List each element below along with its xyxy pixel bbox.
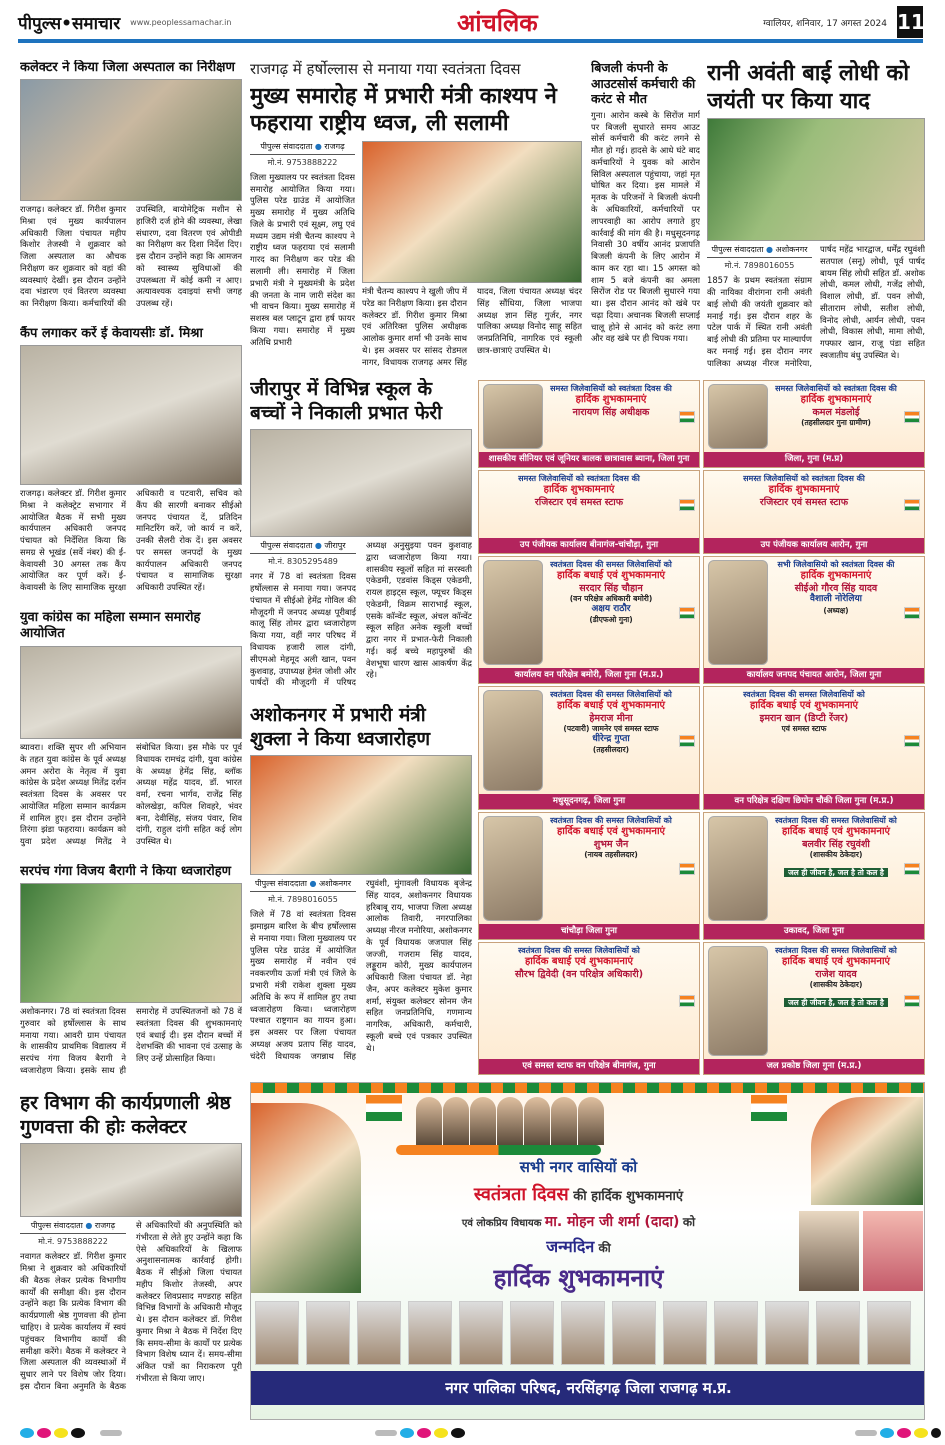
story-rani-avanti-bai — [707, 60, 925, 374]
ad-highlight: स्वतंत्रता दिवस — [473, 1183, 569, 1205]
byline-place: अशोकनगर — [775, 245, 808, 254]
photo-flag-hoisting-ashoknagar — [250, 755, 472, 876]
photo-councillor — [459, 1301, 503, 1365]
greeting-ad — [703, 556, 925, 684]
leader-photo — [443, 1097, 469, 1145]
byline-place: अशोकनगर — [319, 879, 351, 888]
ad-role: एवं समस्त स्टाफ — [781, 724, 827, 734]
ad-line-4 — [546, 1238, 611, 1256]
website-url[interactable]: www.peoplessamachar.in — [130, 17, 232, 27]
ad-greeting: हार्दिक शुभकामनाएं — [800, 394, 872, 405]
byline-mobile: मो.नं. 7898016055 — [268, 895, 338, 905]
photo-hospital-inspection — [20, 79, 242, 201]
ad-footer: जल प्रकोष्ठ जिला गुना (म.प्र.) — [704, 1059, 924, 1074]
tricolor-map-icon — [904, 499, 920, 511]
story-headline: सरपंच गंगा विजय बैरागी ने किया ध्वजारोहण — [20, 864, 232, 879]
registration-mark-grey — [375, 1430, 397, 1436]
byline-reporter: पीपुल्स संवाददाता — [30, 1221, 83, 1230]
greeting-ad — [703, 380, 925, 468]
story-headline: कैंप लगाकर करें ई केवायसीः डॉ. मिश्रा — [20, 326, 203, 341]
greeting-ad — [703, 686, 925, 810]
story-body-text: जिला मुख्यालय पर स्वतंत्रता दिवस समारोह आयोजित किया गया। पुलिस परेड ग्राउंड में आयोजित मुख्य समारोह में मुख्य अतिथि जिले के प्रभारी एवं सूक्ष्म, लघु एवं मध्यम उद्यम मंत्री चैतन्य काश्यप ने राष्ट्रीय ध्वज फहराया एवं सलामी गारद का निरीक्षण कर परेड की सलामी ली। समारोह में जिला प्रभारी मंत्री ने मुख्यमंत्री के प्रदेश की जनता के नाम जारी संदेश का भी वाचन किया। मुख्य समारोह में सशस्त्र बल प्लाटून द्वारा हर्ष फायर किया गया। समारोह में मुख्य अतिथि प्रभारी — [250, 171, 355, 347]
story-headline: हर विभाग की कार्यप्रणाली श्रेष्ठ गुणवत्ता की होः कलेक्टर — [20, 1092, 231, 1138]
photo-independence-ceremony — [362, 141, 582, 284]
greeting-ad — [478, 812, 700, 940]
ad-greeting: हार्दिक बधाई एवं शुभकामनाएं — [556, 826, 666, 837]
ad-name: कमल मंडलोई — [812, 406, 860, 418]
ad-top-line: स्वतंत्रता दिवस की समस्त जिलेवासियों को — [775, 946, 897, 955]
ad-portrait-photo — [708, 946, 768, 1056]
ad-greeting: हार्दिक शुभकामनाएं — [800, 570, 872, 581]
ad-top-line: समस्त जिलेवासियों को स्वतंत्रता दिवस की — [518, 474, 640, 483]
ad-mla-name: मा. मोहन जी शर्मा (दादा) — [544, 1213, 680, 1230]
story-womens-honour — [20, 610, 242, 860]
ad-text-block — [483, 474, 675, 535]
greeting-ad — [703, 812, 925, 940]
ad-name-secondary: अक्षय राठौर — [591, 603, 631, 614]
ad-text-block — [772, 560, 900, 665]
ad-footer: कार्यालय जनपद पंचायत आरोन, जिला गुना — [704, 668, 924, 683]
registration-mark-black — [931, 1428, 941, 1438]
registration-mark-grey — [855, 1430, 877, 1436]
ad-top-line: स्वतंत्रता दिवस की समस्त जिलेवासियों को — [550, 560, 672, 569]
ad-text-block — [772, 816, 900, 921]
registration-mark-magenta — [417, 1428, 431, 1438]
ad-text-block — [547, 560, 675, 665]
masthead-divider — [18, 39, 923, 43]
ad-role: (नायब तहसीलदार) — [584, 850, 638, 860]
ad-text-block — [547, 816, 675, 921]
left-column — [20, 60, 242, 1422]
tricolor-map-icon — [904, 995, 920, 1007]
leader-photo — [524, 1097, 550, 1145]
masthead — [18, 6, 923, 38]
photo-councillor — [561, 1301, 605, 1365]
story-kicker: राजगढ़ में हर्षोल्लास से मनाया गया स्वतंत्रता दिवस — [250, 60, 521, 78]
ad-content — [704, 813, 924, 924]
story-byline: पीपुल्स संवाददाता ● अशोकनगर — [707, 244, 812, 258]
ad-name-secondary: वैशाली नोरेलिया — [809, 594, 862, 605]
story-ashoknagar — [250, 704, 472, 1078]
ad-top-line: समस्त जिलेवासियों को स्वतंत्रता दिवस की — [743, 474, 865, 483]
ad-line-2 — [474, 1185, 683, 1206]
photo-flag-hoisting-school — [20, 883, 242, 1003]
ad-name: सीईओ गौरव सिंह यादव — [794, 582, 878, 594]
ad-text-block — [708, 690, 900, 791]
story-headline: मुख्य समारोह में प्रभारी मंत्री काश्यप ने फहराया राष्ट्रीय ध्वज, ली सलामी — [250, 83, 557, 136]
ad-greeting: हार्दिक शुभकामनाएं — [543, 484, 615, 495]
story-rajgarh — [250, 60, 582, 374]
flag-icon — [366, 1095, 402, 1121]
story-headline: जीरापुर में विभिन्न स्कूल के बच्चों ने निकाली प्रभात फेरी — [250, 378, 443, 424]
ad-portrait-photo — [483, 384, 543, 449]
ad-content — [479, 557, 699, 668]
photo-prabhat-pheri — [250, 429, 472, 538]
photo-councillor — [714, 1301, 758, 1365]
story-hospital-inspection — [20, 60, 242, 322]
ad-footer: उप पंजीयक कार्यालय आरोन, गुना — [704, 538, 924, 553]
byline-place: राजगढ़ — [94, 1221, 116, 1230]
registration-mark-yellow — [914, 1428, 928, 1438]
photo-councillor — [863, 1211, 923, 1291]
tricolor-map-icon — [904, 863, 920, 875]
registration-mark-black — [451, 1428, 465, 1438]
ad-top-line: समस्त जिलेवासियों को स्वतंत्रता दिवस की — [775, 384, 897, 393]
ad-content — [479, 687, 699, 794]
photo-councillor — [867, 1301, 911, 1365]
ad-greeting: हार्दिक शुभकामनाएं — [575, 394, 647, 405]
photo-councillor — [816, 1301, 860, 1365]
story-headline: कलेक्टर ने किया जिला अस्पताल का निरीक्षण — [20, 60, 235, 75]
tricolor-map-icon — [679, 607, 695, 619]
ad-greeting: हार्दिक बधाई एवं शुभकामनाएं — [749, 700, 859, 711]
ad-footer: एवं समस्त स्टाफ वन परिक्षेत्र बीनागंज, गुना — [479, 1059, 699, 1074]
tricolor-map-icon — [679, 863, 695, 875]
story-byline: पीपुल्स संवाददाता ● राजगढ़ — [20, 1220, 126, 1234]
ad-text-block — [772, 946, 900, 1056]
story-body-text: नवागत कलेक्टर डॉ. गिरीश कुमार मिश्रा ने शुक्रवार को अधिकारियों की बैठक लेकर प्रत्येक विभागीय कार्यों की समीक्षा की। इस दौरान उन्होंने कहा कि प्रत्येक विभाग की कार्यप्रणाली श्रेष्ठ गुणवत्ता की होना चाहिए। वे प्रत्येक कार्यालय में स्वयं पहुंचकर विभागीय कार्यों की समीक्षा करेंगे। बैठक में कलेक्टर ने जिला अस्पताल की व्यवस्थाओं में सुधार लाने पर विशेष जोर दिया। इस दौरान बिना अनुमति के बैठक से अधिकारियों की अनुपस्थिति को गंभीरता से लेते हुए उन्होंने कहा कि ऐसे अधिकारियों के खिलाफ अनुशासनात्मक कार्रवाई होगी। बैठक में सीईओ जिला पंचायत महीप किशोर तेजस्वी, अपर कलेक्टर शिवप्रसाद मण्डराह सहित विभिन्न विभागों के अधिकारी मौजूद थे। इस दौरान कलेक्टर डॉ. गिरीश कुमार मिश्रा ने बैठक में निर्देश दिए कि समय-सीमा के कार्यों पर प्रत्येक विभाग विशेष ध्यान दें। समय-सीमा अंकित पत्रों का निराकरण पूरी गंभीरता से किया जाए। — [20, 1220, 242, 1391]
registration-mark-yellow — [434, 1428, 448, 1438]
ad-footer: नगर पालिका परिषद, नरसिंहगढ़ जिला राजगढ़ म.प्र. — [251, 1371, 925, 1405]
byline-mobile: मो.नं. 8305295489 — [268, 557, 338, 567]
byline-reporter: पीपुल्स संवाददाता — [711, 245, 764, 254]
ad-footer: शासकीय सीनियर एवं जूनियर बालक छात्रावास ब्याना, जिला गुना — [479, 452, 699, 467]
ad-role-secondary: (डीएफओ गुना) — [589, 615, 633, 624]
story-jirapur — [250, 378, 472, 700]
photo-councillor — [510, 1301, 554, 1365]
story-body-text: नगर में 78 वां स्वतंत्रता दिवस हर्षोल्लास से मनाया गया। जनपद पंचायत में सीईओ हेमेंद्र गोविल की मौजूदगी में जनपद अध्यक्ष पूरीबाई कालू सिंह तोमर द्वारा ध्वजारोहण किया गया, वहीं नगर परिषद में विधायक हजारी लाल दांगी, सीएमओ मेहमूद अली खान, पवन कुशवाह, उपाध्यक्ष हेमंत जोशी और पार्षदों की मौजूदगी में परिषद अध्यक्ष अनुसुइया पवन कुशवाह द्वारा ध्वजारोहण किया गया। शासकीय स्कूलों सहित मां सरस्वती एकेडमी, एडवांस किड्स एकेडमी, रायल हाइट्स स्कूल, फ्यूचर किड्स एकेडमी, विक्रम साराभाई स्कूल, एसके कॉन्वेंट स्कूल, अंचल कॉन्वेंट स्कूल सहित अनेक स्कूली बच्चों द्वारा नगर में प्रभात-फेरी निकाली गई। कई बच्चे महापुरुषों की वेशभूषा धारण खास आकर्षण केंद्र रहे। — [250, 540, 472, 688]
ad-name: नारायण सिंह अधीक्षक — [572, 406, 650, 418]
story-body: राजगढ़। कलेक्टर डॉ. गिरीश कुमार मिश्रा ने कलेक्ट्रेट सभागार में आयोजित बैठक में सभी मुख्य कार्यपालन अधिकारी जनपद पंचायत को निर्देशित किया कि समग्र से भूखंड (सर्वे नंबर) की ई-केवायसी 30 अगस्त तक कैंप आयोजित कर पूर्ण करें। ई-केवायसी के लिए सामाजिक सुरक्षा अधिकारी व पटवारी, सचिव को कैंप की सारणी बनाकर सीईओ जनपद पंचायत दें, प्रतिदिन मानिटरिंग करें, जो कार्य न करें, उनकी सैलरी रोक दें। इस अवसर पर समस्त जनपदों के मुख्य कार्यपालन अधिकारी जनपद पंचायत व सामाजिक सुरक्षा अधिकारी उपस्थित रहें। — [20, 488, 242, 593]
byline-place: जीरापुर — [324, 541, 346, 550]
ad-footer: उकावद, जिला गुना — [704, 924, 924, 939]
ad-name: बलवीर सिंह रघुवंशी — [802, 838, 870, 850]
ad-content — [704, 943, 924, 1059]
byline-mobile: मो.नं. 7898016055 — [724, 261, 795, 271]
registration-mark-cyan — [880, 1428, 894, 1438]
story-photo-block — [362, 141, 582, 375]
leader-photo — [470, 1097, 496, 1145]
ad-greeting: हार्दिक बधाई एवं शुभकामनाएं — [556, 700, 666, 711]
ad-name: सौरभ द्विवेदी (वन परिक्षेत्र अधिकारी) — [514, 968, 644, 980]
registration-mark-magenta — [37, 1428, 51, 1438]
byline-reporter: पीपुल्स संवाददाता — [260, 141, 313, 151]
story-sarpanch-flag — [20, 864, 242, 1086]
greeting-ad — [703, 942, 925, 1075]
ad-name: रजिस्टार एवं समस्त स्टाफ — [759, 496, 849, 508]
leader-photo — [578, 1097, 604, 1145]
ad-text: को — [682, 1214, 696, 1229]
story-body: गुना। आरोन कस्बे के सिरोंज मार्ग पर बिजली सुधारते समय आउट सोर्स कर्मचारी की करंट लगने से मौत हो गई। हादसे के आधे घंटे बाद कर्मचारियों ने युवक को आरोन सिविल अस्पताल पहुंचाया, जहां मृत घोषित कर दिया। इस मामले में मृतक के परिजनों ने बिजली कंपनी के अधिकारियों, कर्मचारियों पर लापरवाही का आरोप लगाते हुए कार्रवाई की मांग की है। मधुसूदनगढ़ निवासी 30 वर्षीय आनंद प्रजापति बिजली कंपनी के लिए आरोन में काम कर रहा था। 15 अगस्त को शाम 5 बजे कंपनी का अमला सिरोंज रोड पर बिजली सुधारने गया था। इस दौरान आनंद को खंबे पर चढ़ा दिया। अचानक बिजली सप्लाई चालू होने से आनंद को करंट लगा और वह खंबे पर ही चिपक गया। — [591, 109, 700, 344]
ad-highlight: जन्मदिन — [546, 1237, 595, 1257]
photo-leader-portrait — [811, 1097, 923, 1205]
ad-portrait-photo — [708, 384, 768, 449]
story-body — [250, 878, 472, 1078]
ad-content — [479, 381, 699, 452]
ad-greeting: हार्दिक बधाई एवं शुभकामनाएं — [781, 956, 891, 967]
ad-content — [479, 943, 699, 1059]
leader-photo — [416, 1097, 442, 1145]
ad-content — [704, 381, 924, 452]
ad-text-block — [483, 946, 675, 1056]
ad-footer: वन परिक्षेत्र दक्षिण छिपोन चौकी जिला गुना (म.प्र.) — [704, 794, 924, 809]
tricolor-map-icon — [679, 499, 695, 511]
ad-footer: उप पंजीयक कार्यालय बीनागंज-चांचौड़ा, गुना — [479, 538, 699, 553]
ad-text: की — [598, 1241, 611, 1256]
ad-text: एवं लोकप्रिय विधायक — [461, 1217, 542, 1229]
ad-content — [479, 813, 699, 924]
byline-place: राजगढ़ — [324, 141, 345, 151]
ad-role-secondary: (अध्यक्ष) — [823, 605, 849, 615]
photo-councillor — [663, 1301, 707, 1365]
ad-content — [704, 557, 924, 668]
ad-greeting: हार्दिक बधाई एवं शुभकामनाएं — [556, 570, 666, 581]
ad-line: सभी नगर वासियों को — [519, 1158, 638, 1176]
ad-name: शुभम जैन — [593, 838, 629, 850]
tricolor-map-icon — [904, 735, 920, 747]
story-body: अशोकनगर। 78 वां स्वतंत्रता दिवस गुरुवार को हर्षोल्लास के साथ मनाया गया। आवरी ग्राम पंचायत के शासकीय प्राथमिक विद्यालय में सरपंच गंगा विजय बैरागी ने ध्वजारोहण किया। इसके साथ ही समारोह में उपस्थितजनों को 78 वें स्वतंत्रता दिवस की शुभकामनाएं एवं बधाई दी। इस दौरान बच्चों में देशभक्ति की भावना एवं उत्साह के लिए उन्हें प्रोत्साहित किया। — [20, 1006, 242, 1075]
ad-top-line: स्वतंत्रता दिवस की समस्त जिलेवासियों को — [775, 816, 897, 825]
ad-slogan: जल ही जीवन है, जल है तो कल है — [784, 998, 888, 1007]
ad-name: रजिस्टार एवं समस्त स्टाफ — [534, 496, 624, 508]
photo-councillor — [408, 1301, 452, 1365]
greeting-ad — [478, 942, 700, 1075]
story-body — [20, 1220, 242, 1420]
ad-line: हार्दिक शुभकामनाएं — [493, 1264, 664, 1293]
story-ekyc-camp — [20, 326, 242, 606]
byline-mobile: मो.नं. 9753888222 — [38, 1237, 108, 1247]
story-headline: युवा कांग्रेस का महिला सम्मान समारोह आयोजित — [20, 610, 201, 642]
greeting-ad — [478, 556, 700, 684]
leader-photo — [551, 1097, 577, 1145]
story-byline: पीपुल्स संवाददाता ● जीरापुर — [250, 540, 356, 554]
ad-content — [704, 471, 924, 538]
photo-councillor — [357, 1301, 401, 1365]
page-number: 11 — [897, 6, 923, 38]
tricolor-map-icon — [904, 607, 920, 619]
greeting-ad — [478, 686, 700, 810]
photo-councillor — [799, 1211, 859, 1291]
story-body: मंत्री चैतन्य काश्यप ने खुली जीप में परेड का निरीक्षण किया। इस दौरान कलेक्टर डॉ. गिरीश कुमार मिश्रा एवं अतिरिक्त पुलिस अधीक्षक आलोक कुमार शर्मा भी उनके साथ थे। इस अवसर पर सांसद रोडमल नागर, विधायक राजगढ़ अमर सिंह यादव, जिला पंचायत अध्यक्ष चंदर सिंह सौंधिया, जिला भाजपा अध्यक्ष ज्ञान सिंह गुर्जर, नगर पालिका अध्यक्ष विनोद साहू सहित जनप्रतिनिधि, नागरिक एवं स्कूली छात्र-छात्राएं उपस्थित थे। — [362, 286, 582, 367]
story-body-text: 1857 के प्रथम स्वतंत्रता संग्राम की नायिका वीरांगना रानी अवंती बाई लोधी की जयंती शुक्रवार को मनाई गई। इस दौरान शहर के पटेल पार्क में स्थित रानी अवंती बाई लोधी की प्रतिमा पर माल्यार्पण कर मनाई गई। इस दौरान नगर पालिका अध्यक्ष नीरज मनोरिया, पार्षद महेंद्र भारद्वाज, धर्मेंद्र रघुवंशी सतपाल (सनू) लोधी, पूर्व पार्षद बायम सिंह लोधी सहित डॉ. अशोक लोधी, कमल लोधी, गजेंद्र लोधी, विशाल लोधी, डॉ. पवन लोधी, सीताराम लोधी, सतीश लोधी, विनोद लोधी, आर्यन लोधी, पवन लोधी, विकास लोधी, मामा लोधी, गफ्फार खान, राजू पंडा सहित स्वजातीय बंधु उपस्थित थे। — [707, 244, 925, 368]
ad-text-block — [547, 690, 675, 791]
ad-name: सरदार सिंह चौहान — [579, 582, 643, 594]
ad-top-line: स्वतंत्रता दिवस की समस्त जिलेवासियों को — [550, 690, 672, 699]
ad-role-secondary: (तहसीलदार) — [592, 745, 630, 754]
story-body-text: जिले में 78 वां स्वतंत्रता दिवस झमाझम बारिश के बीच हर्षोल्लास से मनाया गया। जिला मुख्यालय पर पुलिस परेड ग्राउंड में आयोजित मुख्य समारोह में नवीन एवं नवकरणीय ऊर्जा मंत्री एवं जिले के प्रभारी मंत्री राकेश शुक्ला मुख्य अतिथि के रूप में शामिल हुए तथा ध्वजारोहण किया। ध्वजारोहण पश्चात राष्ट्रगान का गायन हुआ। इस अवसर पर जिला पंचायत अध्यक्ष अजय प्रताप सिंह यादव, चंदेरी विधायक जगन्नाथ सिंह रघुवंशी, मुंगावली विधायक बृजेन्द्र सिंह यादव, अशोकनगर विधायक हरिबाबू राय, भाजपा जिला अध्यक्ष आलोक तिवारी, नगरपालिका अध्यक्ष नीरज मनोरिया, अशोकनगर के पूर्व विधायक जजपाल सिंह जज्जी, गजराम सिंह यादव, लड्डूराम कोरी, मुख्य कार्यपालन अधिकारी जिला पंचायत डॉ. नेहा जैन, अपर कलेक्टर मुकेश कुमार शर्मा, संयुक्त कलेक्टर सोनम जैन सहित जनप्रतिनिधि, गणमान्य नागरिक, अधिकारी, कर्मचारी, स्कूली बच्चे एवं पत्रकार उपस्थित थे। — [250, 878, 472, 1061]
ad-footer: मधुसूदनगढ़, जिला गुना — [479, 794, 699, 809]
ad-greeting: हार्दिक बधाई एवं शुभकामनाएं — [524, 956, 634, 967]
ad-text-block — [547, 384, 675, 449]
greeting-ad — [703, 470, 925, 554]
ad-text: की हार्दिक शुभकामनाएं — [573, 1188, 684, 1204]
photo-statue-tribute — [707, 118, 925, 241]
registration-mark-cyan — [20, 1428, 34, 1438]
byline-reporter: पीपुल्स संवाददाता — [254, 879, 307, 888]
ad-role: (शासकीय ठेकेदार) — [809, 980, 863, 990]
ad-portrait-photo — [483, 560, 543, 665]
registration-mark-black — [71, 1428, 85, 1438]
ad-name: इमरान खान (डिप्टी रेंजर) — [759, 712, 849, 724]
ad-portrait-photo — [483, 816, 543, 921]
registration-mark-yellow — [54, 1428, 68, 1438]
photo-councillor — [255, 1301, 299, 1365]
ad-portrait-photo — [708, 816, 768, 921]
bunting-decoration — [251, 1083, 925, 1093]
tricolor-bar — [396, 1145, 601, 1155]
story-headline: बिजली कंपनी के आउटसोर्स कर्मचारी की करंट से मौत — [591, 60, 696, 107]
photo-councillor — [306, 1301, 350, 1365]
flag-icon — [751, 1095, 787, 1121]
registration-mark-magenta — [897, 1428, 911, 1438]
photo-councillor — [612, 1301, 656, 1365]
story-body: राजगढ़। कलेक्टर डॉ. गिरीश कुमार मिश्रा एवं मुख्य कार्यपालन अधिकारी जिला पंचायत महीप किशोर तेजस्वी ने शुक्रवार को जिला अस्पताल का औचक निरीक्षण कर शुक्रवार को वहां की व्यवस्थाएं देखीं। इस दौरान उन्होंने दवा भंडारण एवं वितरण व्यवस्था का निरीक्षण किया। कर्मचारियों की उपस्थिति, बायोमेट्रिक मशीन से हाजिरी दर्ज होने की व्यवस्था, लेखा संधारण, दवा वितरण एवं ओपीडी का निरीक्षण कर दिशा निर्देश दिए। इस दौरान उन्होंने कहा कि आमजन को स्वास्थ्य सुविधाओं की उपलब्धता में कोई कमी न आए। अत्यावश्यक दवाइयां सभी जगह उपलब्ध रहें। — [20, 204, 242, 309]
ad-footer: कार्यालय वन परिक्षेत्र बमोरी, जिला गुना (म.प्र.) — [479, 668, 699, 683]
ad-role: (शासकीय ठेकेदार) — [809, 850, 863, 860]
ad-role: (वन परिक्षेत्र अधिकारी बमोरी) — [569, 594, 653, 604]
ad-content — [704, 687, 924, 794]
story-body — [250, 141, 355, 375]
ad-portrait-photo — [708, 560, 768, 665]
byline-mobile: मो.नं. 9753888222 — [267, 157, 338, 167]
tricolor-map-icon — [679, 995, 695, 1007]
photo-councillor — [765, 1301, 809, 1365]
newspaper-logo: पीपुल्स•समाचार — [18, 13, 121, 34]
ad-content — [479, 471, 699, 538]
story-headline: रानी अवंती बाई लोधी को जयंती पर किया याद — [707, 61, 910, 114]
story-content — [250, 141, 582, 375]
greeting-ad — [478, 380, 700, 468]
ad-line-3 — [462, 1214, 695, 1230]
story-body: ब्यावरा। शक्ति सुपर शी अभियान के तहत युवा कांग्रेस के पूर्व अध्यक्ष अमन अरोरा के नेतृत्व में युवा कांग्रेस के प्रदेश अध्यक्ष मितेंद्र दर्शन स्वतंत्रता दिवस के अवसर पर आयोजित महिला सम्मान कार्यक्रम में शामिल हुए। इस दौरान उन्होंने तिरंगा झंडा फहराया। कार्यक्रम को युवा प्रदेश अध्यक्ष मितेंद्र ने संबोधित किया। इस मौके पर पूर्व विधायक रामचंद्र दांगी, युवा कांग्रेस के अध्यक्ष हेमेंद्र सिंह, ब्लॉक अध्यक्ष महेंद्र यादव, डॉ. भारत वर्मा, रचना भार्गव, राजेंद्र सिंह कोलखेड़ा, कपिल शिवहरे, भंवर बना, देवीसिंह, संजय पंवार, शिव दांगी, राहुल दांगी सहित कई लोग उपस्थित थे। — [20, 742, 242, 847]
photo-collector-meeting — [20, 1143, 242, 1218]
dateline: ग्वालियर, शनिवार, 17 अगस्त 2024 — [763, 18, 887, 29]
story-byline: पीपुल्स संवाददाता ● राजगढ़ — [250, 141, 355, 155]
tricolor-map-icon — [679, 411, 695, 423]
photo-womens-honour-event — [20, 646, 242, 740]
ad-footer: जिला, गुना (म.प्र) — [704, 452, 924, 467]
registration-mark-grey — [100, 1430, 122, 1436]
registration-mark-cyan — [400, 1428, 414, 1438]
birthday-greeting-ad — [250, 1082, 925, 1420]
ad-name: राजेश यादव — [815, 968, 857, 980]
story-collector-quality — [20, 1092, 242, 1420]
story-byline: पीपुल्स संवाददाता ● अशोकनगर — [250, 878, 356, 892]
ad-message — [366, 1159, 791, 1293]
ad-text-block — [708, 474, 900, 535]
tricolor-map-icon — [679, 735, 695, 747]
ad-text-block — [772, 384, 900, 449]
photo-mla-portrait — [251, 1103, 361, 1293]
ad-top-line: स्वतंत्रता दिवस की समस्त जिलेवासियों को — [518, 946, 640, 955]
ad-slogan: जल ही जीवन है, जल है तो कल है — [784, 868, 888, 877]
tricolor-map-icon — [904, 411, 920, 423]
ad-name: हेमराज मीना — [589, 712, 633, 724]
ad-top-line: समस्त जिलेवासियों को स्वतंत्रता दिवस की — [550, 384, 672, 393]
story-headline: अशोकनगर में प्रभारी मंत्री शुक्ला ने किया ध्वजारोहण — [250, 704, 431, 750]
ad-portrait-photo — [483, 690, 543, 791]
ad-role: (तहसीलदार गुना ग्रामीण) — [801, 418, 871, 428]
ad-role: (पटवारी) जामनेर एवं समस्त स्टाफ — [563, 724, 659, 734]
ad-footer: चांचौड़ा जिला गुना — [479, 924, 699, 939]
story-body — [707, 244, 925, 374]
story-body — [250, 540, 472, 700]
byline-reporter: पीपुल्स संवाददाता — [260, 541, 313, 550]
ad-greeting: हार्दिक बधाई एवं शुभकामनाएं — [781, 826, 891, 837]
ad-top-line: सभी जिलेवासियो को स्वतंत्रता दिवस की — [777, 560, 895, 569]
ad-top-line: स्वतंत्रता दिवस की समस्त जिलेवासियों को — [550, 816, 672, 825]
leader-photo — [497, 1097, 523, 1145]
ad-top-line: स्वतंत्रता दिवस की समस्त जिलेवासियों को — [743, 690, 865, 699]
ad-greeting: हार्दिक शुभकामनाएं — [768, 484, 840, 495]
ad-name-secondary: धीरेन्द्र गुप्ता — [592, 733, 630, 744]
photo-ekyc-meeting — [20, 345, 242, 485]
greeting-ad — [478, 470, 700, 554]
story-electricity-death — [591, 60, 700, 374]
section-title: आंचलिक — [456, 8, 538, 37]
